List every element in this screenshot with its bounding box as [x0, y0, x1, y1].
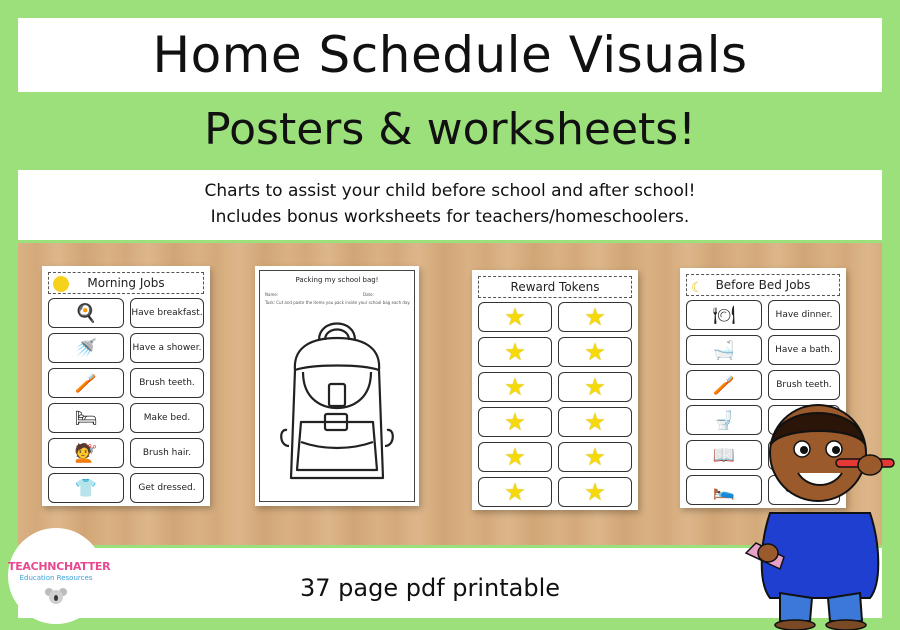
description-line-1: Charts to assist your child before school and after school! [204, 181, 696, 201]
breakfast-icon: 🍳 [48, 298, 124, 328]
star-icon: ★ [478, 407, 552, 437]
list-item [478, 302, 632, 334]
reading-icon: 📖 [686, 440, 762, 470]
toothbrush-icon: 🪥 [48, 368, 124, 398]
list-item [478, 372, 632, 404]
logo-tagline: Education Resources [19, 574, 93, 582]
worksheet-date-label: Date: [363, 292, 374, 297]
list-item [686, 300, 840, 332]
star-icon: ★ [558, 337, 632, 367]
list-item [686, 335, 840, 367]
row-label: Get dressed. [130, 473, 204, 503]
star-icon: ★ [478, 477, 552, 507]
page-subtitle: Posters & worksheets! [18, 96, 882, 166]
list-item [48, 403, 204, 435]
koala-icon [44, 586, 68, 606]
star-icon: ★ [478, 442, 552, 472]
star-icon: ★ [478, 337, 552, 367]
toothbrush-icon: 🪥 [686, 370, 762, 400]
backpack-icon [273, 310, 401, 490]
morning-jobs-header [48, 272, 204, 294]
row-label: Have a shower. [130, 333, 204, 363]
row-label: Have a bath. [768, 335, 840, 365]
sleep-icon: 🛌 [686, 475, 762, 505]
reward-tokens-card [472, 270, 638, 510]
morning-jobs-title: Morning Jobs [87, 276, 165, 290]
reward-tokens-title: Reward Tokens [510, 280, 600, 294]
reward-tokens-header [478, 276, 632, 298]
row-label: Have dinner. [768, 300, 840, 330]
row-label: Have breakfast. [130, 298, 204, 328]
bath-icon: 🛁 [686, 335, 762, 365]
star-icon: ★ [478, 372, 552, 402]
row-label: Brush teeth. [130, 368, 204, 398]
clothes-icon: 👕 [48, 473, 124, 503]
bed-icon: 🛏 [48, 403, 124, 433]
shower-icon: 🚿 [48, 333, 124, 363]
star-icon: ★ [558, 302, 632, 332]
dinner-icon: 🍽 [686, 300, 762, 330]
worksheet-title: Packing my school bag! [295, 276, 379, 284]
boy-brushing-teeth-illustration [740, 393, 900, 630]
star-icon: ★ [558, 477, 632, 507]
list-item [48, 368, 204, 400]
worksheet-name-label: Name: [265, 292, 279, 297]
list-item [48, 333, 204, 365]
hairbrush-icon: 💇 [48, 438, 124, 468]
list-item [478, 442, 632, 474]
list-item [48, 473, 204, 505]
before-bed-jobs-title: Before Bed Jobs [715, 278, 811, 292]
sun-icon [53, 276, 69, 292]
list-item [48, 298, 204, 330]
before-bed-jobs-header [686, 274, 840, 296]
list-item [478, 407, 632, 439]
star-icon: ★ [558, 442, 632, 472]
footer-text: 37 page pdf printable [300, 574, 561, 602]
star-icon: ★ [558, 372, 632, 402]
page-title: Home Schedule Visuals [18, 18, 882, 92]
list-item [478, 337, 632, 369]
star-icon: ★ [558, 407, 632, 437]
teachnchatter-logo [8, 528, 111, 624]
toilet-icon: 🚽 [686, 405, 762, 435]
school-bag-worksheet [255, 266, 419, 506]
moon-icon: ☾ [691, 280, 704, 296]
logo-name: TEACHNCHATTER [8, 560, 111, 573]
star-icon: ★ [478, 302, 552, 332]
list-item [478, 477, 632, 509]
list-item [48, 438, 204, 470]
morning-jobs-card [42, 266, 210, 506]
description [18, 170, 882, 240]
worksheet-instruction: Task: Cut and paste the items you pack inside your school bag each day. [265, 300, 411, 305]
row-label: Brush hair. [130, 438, 204, 468]
row-label: Make bed. [130, 403, 204, 433]
description-line-2: Includes bonus worksheets for teachers/homeschoolers. [210, 207, 690, 227]
row-label: Brush teeth. [768, 370, 840, 400]
